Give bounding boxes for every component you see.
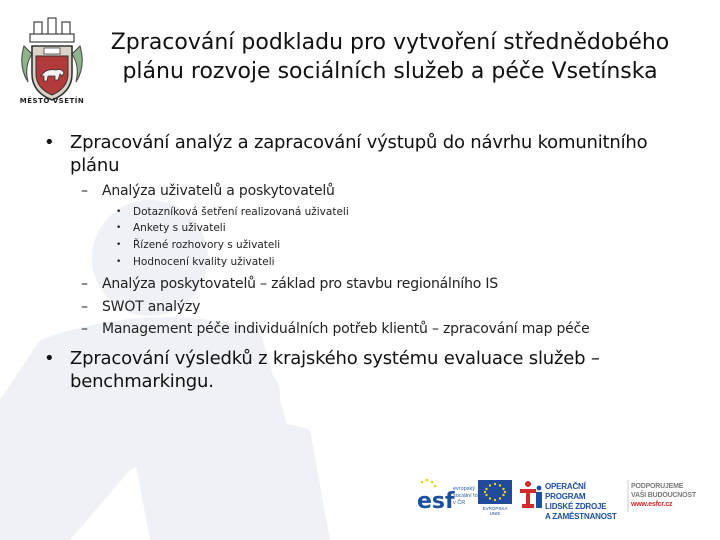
op-program-label [545,482,625,522]
sub-sub-item-4 [116,255,275,269]
support-url-link[interactable]: www.esfcr.cz [631,501,673,508]
esf-logo [417,479,455,514]
title-line-1: Zpracování podkladu pro vytvoření střednědobého [110,30,670,55]
bullet-item-1-line-2: plánu [70,155,120,176]
op-lz-figure-icon [520,481,542,508]
sub-item-care-management [81,320,590,338]
sub-sub-item-3 [116,238,281,252]
sub-item-label: Analýza poskytovatelů – základ pro stavbu regionálního IS [102,276,498,292]
bullet-marker: • [116,257,122,267]
sub-item-users-providers [81,182,335,200]
sub-sub-item-label: Hodnocení kvality uživateli [133,256,275,268]
eu-caption: EVROPSKÁ UNIE [482,506,508,516]
sub-item-swot [81,298,201,316]
sub-item-label: SWOT analýzy [102,299,201,315]
city-coat-of-arms-logo [18,16,86,108]
bullet-marker: • [116,240,122,250]
bullet-marker: • [116,207,122,217]
sub-sub-item-label: Řízené rozhovory s uživateli [133,239,281,251]
bullet-item-2-line-1: Zpracování výsledků z krajského systému evaluace služeb – [70,348,600,369]
title-line-2: plánu rozvoje sociálních služeb a péče Vsetínska [122,59,658,84]
dash-marker: – [81,321,88,337]
sub-sub-item-label: Ankety s uživateli [133,222,226,234]
sub-sub-item-2 [116,221,226,235]
bullet-marker: • [44,132,55,153]
bullet-item-2-line-2: benchmarkingu. [70,371,214,392]
op-line-1: OPERAČNÍ PROGRAM [545,482,586,501]
bullet-item-1 [44,131,648,177]
sub-item-provider-analysis [81,275,498,293]
sub-sub-item-1 [116,205,349,219]
op-line-2: LIDSKÉ ZDROJE [545,502,607,511]
support-line-1: PODPORUJEME [631,483,684,490]
dash-marker: – [81,276,88,292]
support-line-2: VAŠI BUDOUCNOST [631,492,696,499]
support-label [631,482,711,509]
esf-logo-text: esf [417,489,455,514]
bullet-item-1-line-1: Zpracování analýz a zapracování výstupů do návrhu komunitního [70,132,648,153]
dash-marker: – [81,183,88,199]
sub-item-label: Management péče individuálních potřeb klientů – zpracování map péče [102,321,590,337]
logo-caption: MĚSTO VSETÍN [19,97,85,105]
slide-title [92,28,688,86]
sub-item-label: Analýza uživatelů a poskytovatelů [102,183,335,199]
op-line-3: A ZAMĚSTNANOST [545,512,617,521]
sub-sub-item-label: Dotazníková šetření realizovaná uživateli [133,206,349,218]
bullet-item-2 [44,347,600,393]
dash-marker: – [81,299,88,315]
bullet-marker: • [116,223,122,233]
bullet-marker: • [44,348,55,369]
esf-caption: evropský sociální fond v ČR [453,486,484,506]
